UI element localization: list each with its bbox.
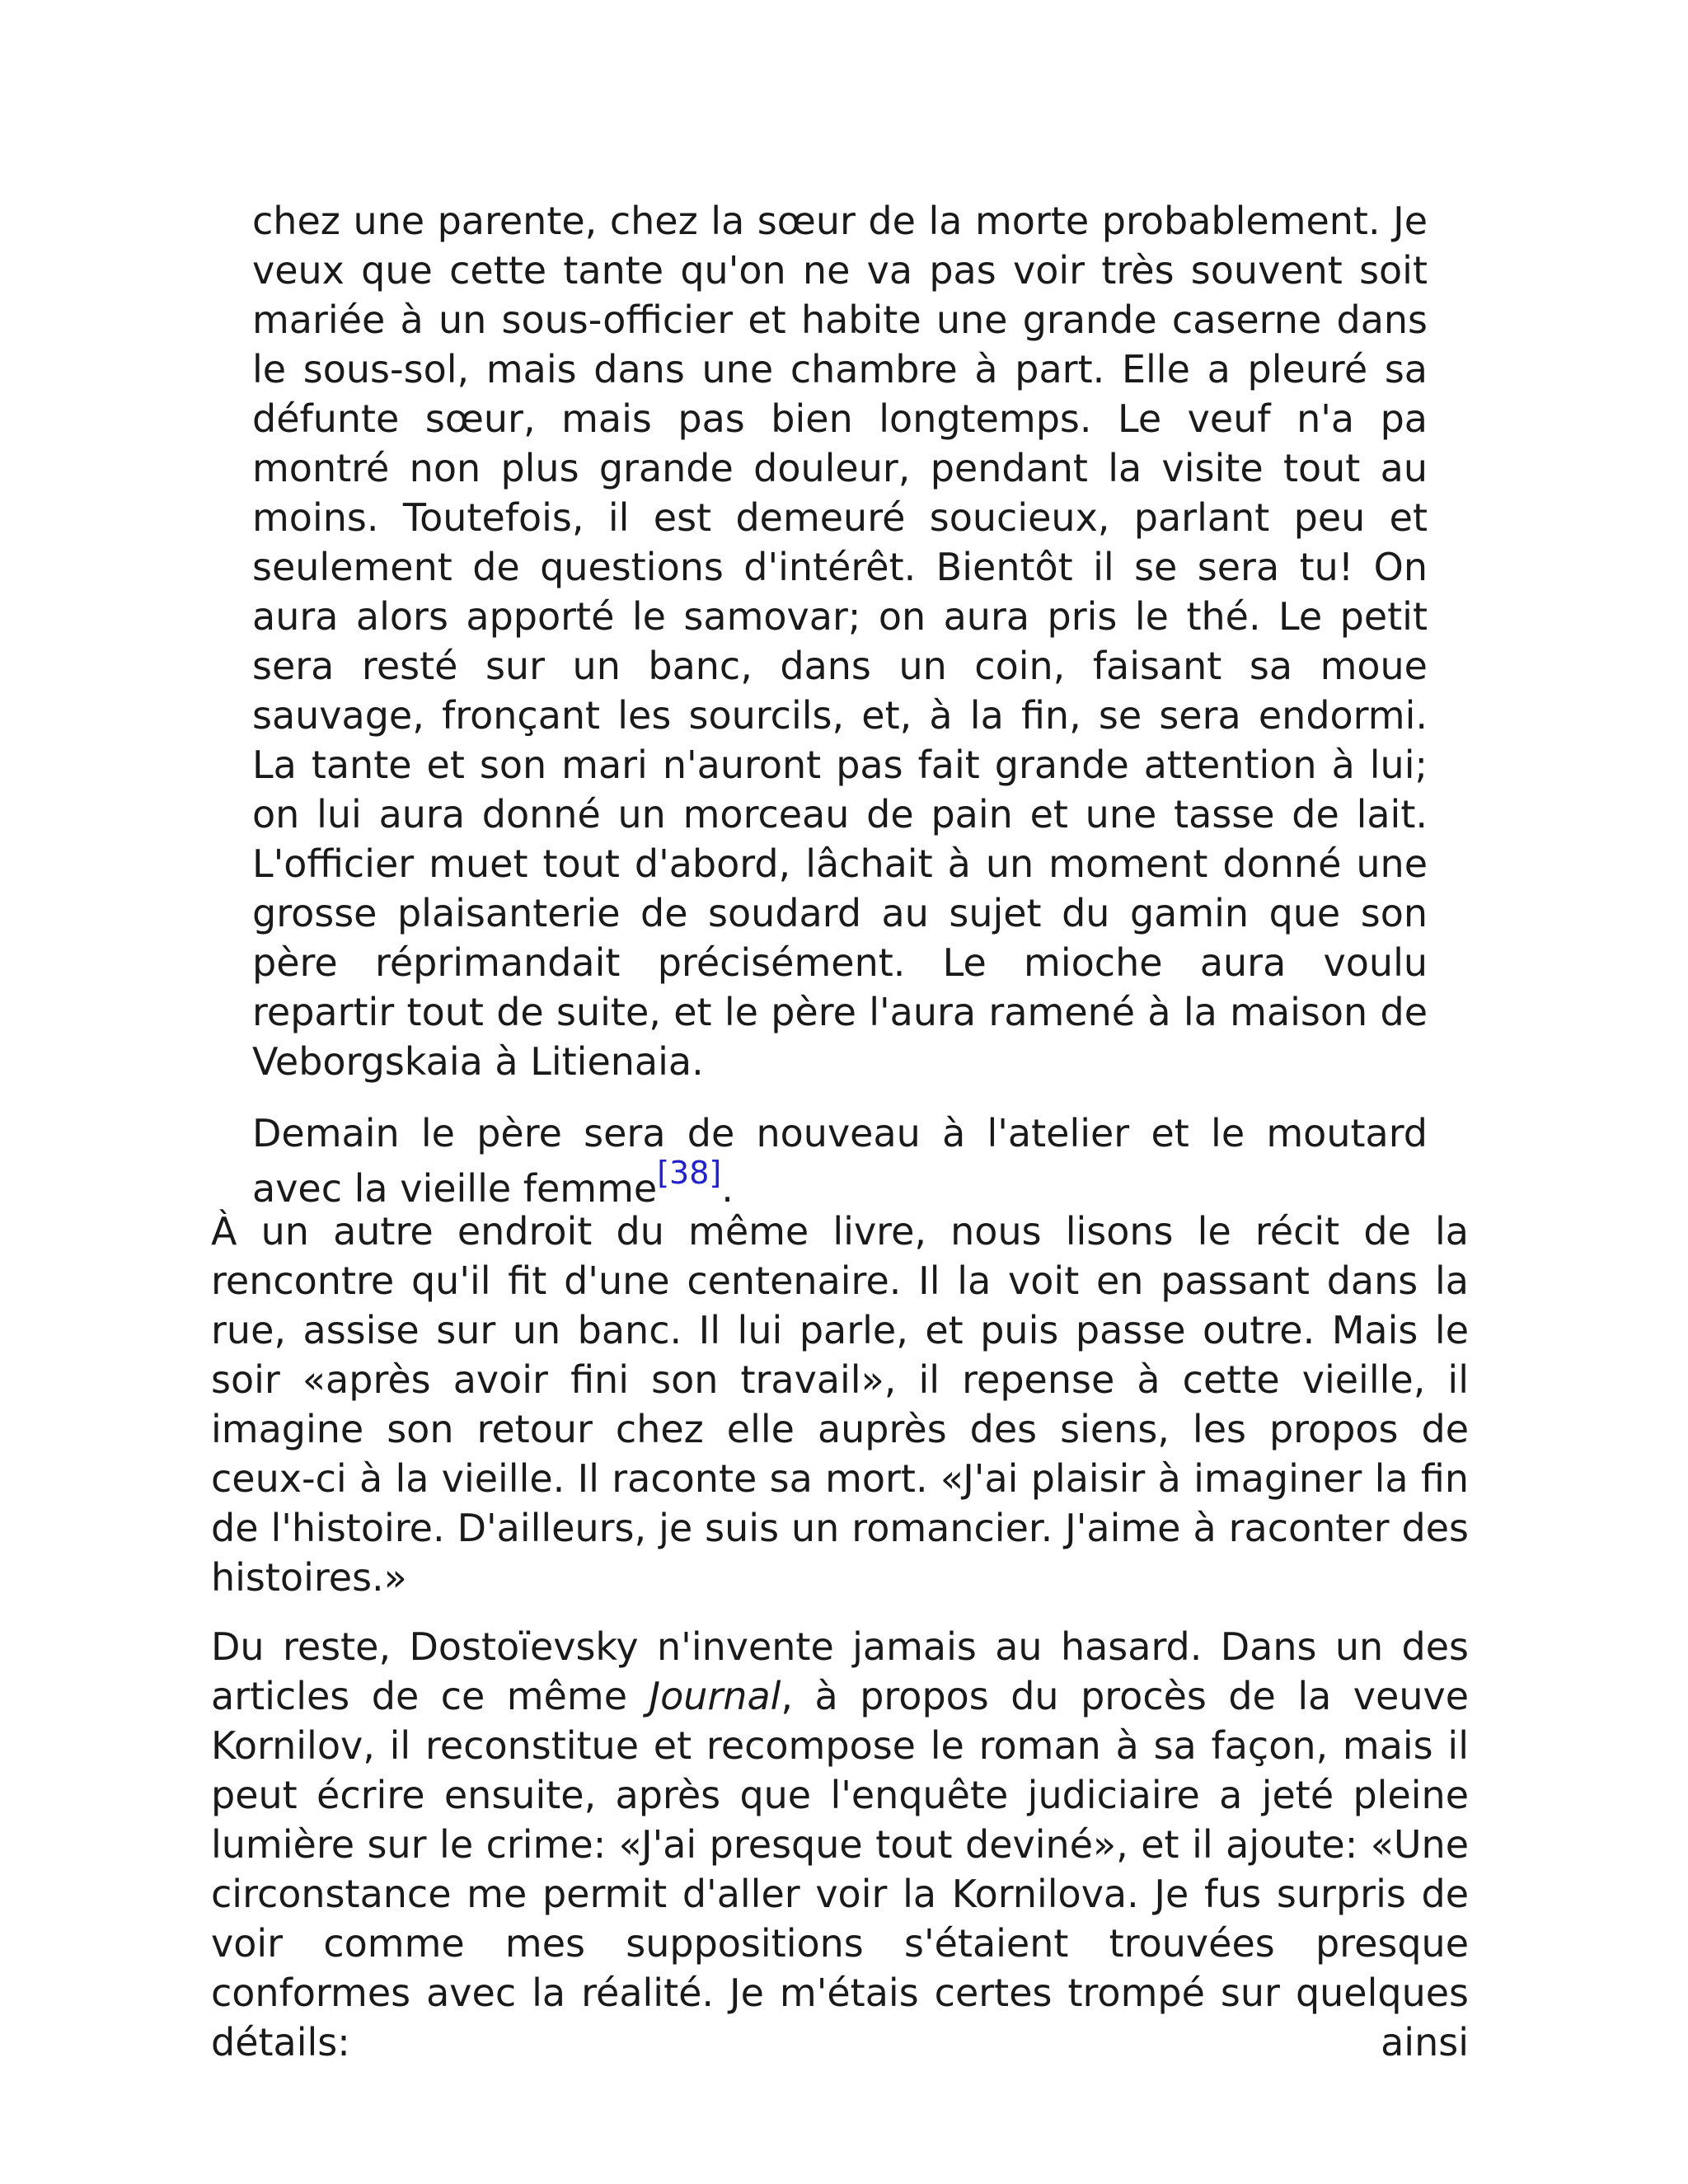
- body-paragraph-2-end: , à propos du procès de la veuve Kornilov, il reconstitue et recompose le roman à sa façon, mais il peut écrire ensuite, après que l'enquête judiciaire a jeté pleine lumière sur le crime: «J'ai presque tout deviné», et il ajoute: «Une circonstance me permit d'aller voir la Kornilova. Je fus surpris de voir comme mes suppositions s'étaient trouvées presque conformes avec la réalité. Je m'étais certes trompé sur quelques détails: ainsi: [211, 1674, 1470, 2064]
- body-text: [211, 1207, 1469, 2087]
- body-paragraph-2: [211, 1622, 1469, 2067]
- quote-paragraph-1: chez une parente, chez la sœur de la morte probablement. Je veux que cette tante qu'on ne va pas voir très souvent soit mariée à un sous-officier et habite une grande caserne dans le sous-sol, mais dans une chambre à part. Elle a pleuré sa défunte sœur, mais pas bien longtemps. Le veuf n'a pa montré non plus grande douleur, pendant la visite tout au moins. Toutefois, il est demeuré soucieux, parlant peu et seulement de questions d'intérêt. Bientôt il se sera tu! On aura alors apporté le samovar; on aura pris le thé. Le petit sera resté sur un banc, dans un coin, faisant sa moue sauvage, fronçant les sourcils, et, à la fin, se sera endormi. La tante et son mari n'auront pas fait grande attention à lui; on lui aura donné un morceau de pain et une tasse de lait. L'officier muet tout d'abord, lâchait à un moment donné une grosse plaisanterie de soudard au sujet du gamin que son père réprimandait précisément. Le mioche aura voulu repartir tout de suite, et le père l'aura ramené à la maison de Veborgskaia à Litienaia.: [252, 199, 1428, 1084]
- body-paragraph-2-start: Du reste, Dostoïevsky n'invente jamais au hasard. Dans un des articles de ce même: [211, 1624, 1469, 1718]
- quote-paragraph-2-end: .: [721, 1166, 734, 1211]
- quote-paragraph-2-text: Demain le père sera de nouveau à l'atelier et le moutard avec la vieille femme: [252, 1111, 1428, 1211]
- quote-paragraph-2: [252, 1106, 1428, 1216]
- block-quote: [252, 196, 1428, 1236]
- journal-title: Journal: [649, 1674, 781, 1718]
- body-paragraph-1: À un autre endroit du même livre, nous lisons le récit de la rencontre qu'il fit d'une centenaire. Il la voit en passant dans la rue, assise sur un banc. Il lui parle, et puis passe outre. Mais le soir «après avoir fini son travail», il repense à cette vieille, il imagine son retour chez elle auprès des siens, les propos de ceux-ci à la vieille. Il raconte sa mort. «J'ai plaisir à imaginer la fin de l'histoire. D'ailleurs, je suis un romancier. J'aime à raconter des histoires.»: [211, 1209, 1469, 1600]
- footnote-reference-link[interactable]: [38]: [657, 1155, 722, 1191]
